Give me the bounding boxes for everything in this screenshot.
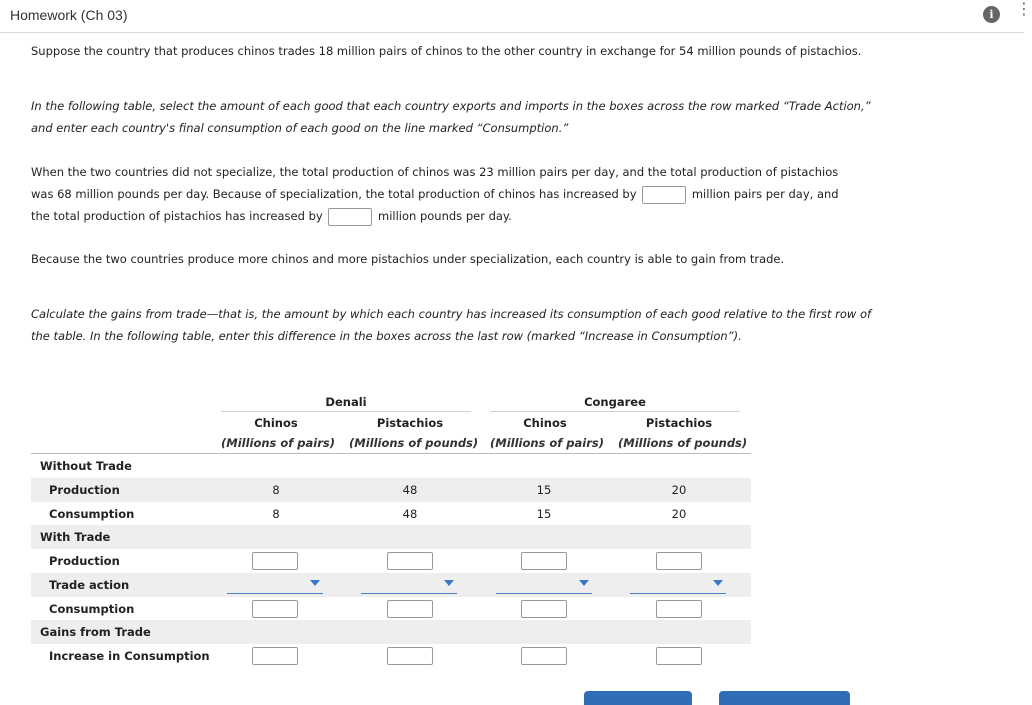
denali-pistachios-production: 48	[402, 483, 418, 497]
congaree-pistachios-production: 20	[671, 483, 687, 497]
table-row-consumption	[31, 502, 751, 526]
row-label: Consumption	[49, 602, 135, 616]
denali-pistachios-production-input[interactable]	[387, 552, 433, 570]
app-header	[0, 0, 1032, 33]
col-head-congaree-pistachios: Pistachios	[645, 416, 713, 430]
section-label: Gains from Trade	[40, 625, 151, 639]
section-label: With Trade	[40, 530, 111, 544]
more-vertical-icon[interactable]: ⋮	[1016, 0, 1032, 18]
row-label: Trade action	[49, 578, 130, 592]
chevron-down-icon	[579, 580, 589, 586]
denali-pistachios-trade-select[interactable]	[361, 577, 457, 594]
chevron-down-icon	[310, 580, 320, 586]
table-row-wt-consumption	[31, 597, 751, 621]
specialization-text-c: million pounds per day.	[378, 209, 512, 223]
denali-pistachios-consumption: 48	[402, 507, 418, 521]
info-icon[interactable]: i	[983, 6, 1000, 23]
section-without-trade	[31, 454, 751, 478]
col-unit-denali-chinos: (Millions of pairs)	[221, 436, 336, 450]
congaree-pistachios-consumption: 20	[671, 507, 687, 521]
denali-chinos-consumption-input[interactable]	[252, 600, 298, 618]
denali-chinos-production-input[interactable]	[252, 552, 298, 570]
specialization-text-a: When the two countries did not specialize, the total production of chinos was 23 million pairs per day, and the total production of pistachios was 68 million pounds per day. Because of specialization, the total production of chinos has increased by	[31, 165, 839, 201]
country-congaree: Congaree	[584, 395, 646, 409]
grade-button[interactable]	[584, 691, 692, 705]
congaree-rule	[490, 411, 740, 412]
gain-statement: Because the two countries produce more chinos and more pistachios under specialization, each country is able to gain from trade.	[31, 252, 785, 266]
row-label: Production	[49, 483, 120, 497]
row-label: Consumption	[49, 507, 135, 521]
congaree-chinos-consumption-input[interactable]	[521, 600, 567, 618]
col-head-denali-pistachios: Pistachios	[376, 416, 444, 430]
denali-rule	[221, 411, 471, 412]
section-with-trade	[31, 525, 751, 549]
col-head-congaree-chinos: Chinos	[523, 416, 567, 430]
next-button[interactable]	[719, 691, 850, 705]
congaree-chinos-consumption: 15	[536, 507, 552, 521]
denali-pistachios-consumption-input[interactable]	[387, 600, 433, 618]
table-row-increase	[31, 644, 751, 668]
denali-chinos-production: 8	[272, 483, 280, 497]
page-title: Homework (Ch 03)	[10, 7, 128, 23]
specialization-paragraph	[31, 161, 861, 227]
chinos-increase-input[interactable]	[642, 186, 686, 204]
row-label: Increase in Consumption	[49, 649, 210, 663]
col-unit-congaree-pistachios: (Millions of pounds)	[618, 436, 748, 450]
col-unit-denali-pistachios: (Millions of pounds)	[349, 436, 479, 450]
congaree-chinos-production: 15	[536, 483, 552, 497]
congaree-chinos-increase-input[interactable]	[521, 647, 567, 665]
col-unit-congaree-chinos: (Millions of pairs)	[490, 436, 605, 450]
col-head-denali-chinos: Chinos	[254, 416, 298, 430]
table-row-production	[31, 478, 751, 502]
section-gains	[31, 620, 751, 644]
congaree-chinos-production-input[interactable]	[521, 552, 567, 570]
congaree-pistachios-increase-input[interactable]	[656, 647, 702, 665]
congaree-chinos-trade-select[interactable]	[496, 577, 592, 594]
table-instructions: In the following table, select the amount of each good that each country exports and imports in the boxes across the row marked “Trade Action,” and enter each country's final consumption of each good on the line marked “Consumption.”	[31, 99, 871, 135]
pistachios-increase-input[interactable]	[328, 208, 372, 226]
row-label: Production	[49, 554, 120, 568]
congaree-pistachios-production-input[interactable]	[656, 552, 702, 570]
country-denali: Denali	[325, 395, 367, 409]
congaree-pistachios-trade-select[interactable]	[630, 577, 726, 594]
denali-chinos-consumption: 8	[272, 507, 280, 521]
denali-chinos-trade-select[interactable]	[227, 577, 323, 594]
chevron-down-icon	[713, 580, 723, 586]
table-row-wt-production	[31, 549, 751, 573]
gains-instructions: Calculate the gains from trade—that is, the amount by which each country has increased its consumption of each good relative to the first row of the table. In the following table, enter this difference in the boxes across the last row (marked “Increase in Consumption”).	[31, 307, 872, 343]
chevron-down-icon	[444, 580, 454, 586]
trade-description: Suppose the country that produces chinos trades 18 million pairs of chinos to the other country in exchange for 54 million pounds of pistachios.	[31, 44, 862, 58]
congaree-pistachios-consumption-input[interactable]	[656, 600, 702, 618]
specialization-text-b: million pairs per day, and the total production of pistachios has increased by	[31, 187, 839, 223]
denali-pistachios-increase-input[interactable]	[387, 647, 433, 665]
denali-chinos-increase-input[interactable]	[252, 647, 298, 665]
table-row-trade-action	[31, 573, 751, 597]
section-label: Without Trade	[40, 459, 132, 473]
